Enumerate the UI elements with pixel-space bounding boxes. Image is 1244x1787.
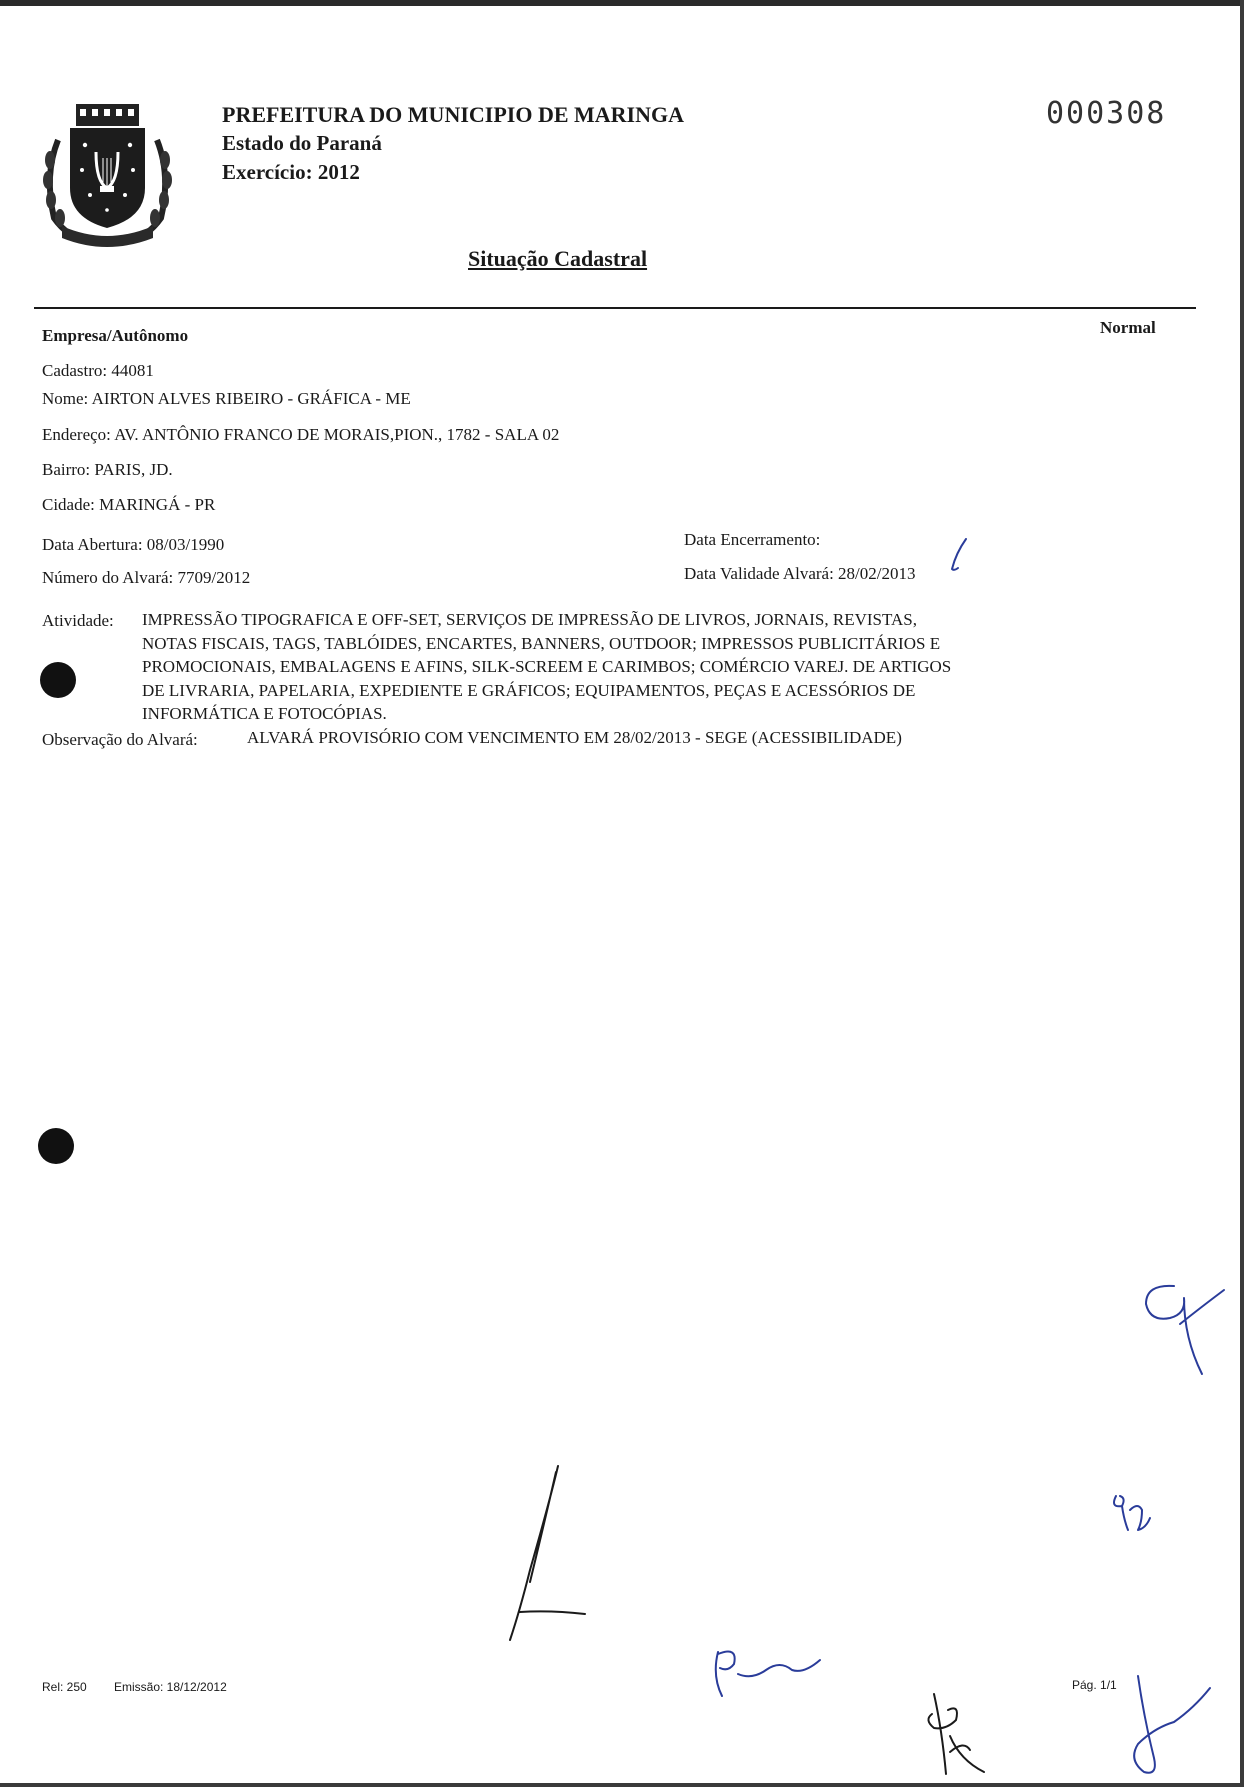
status-badge: Normal: [1100, 318, 1156, 337]
section-title: Situação Cadastral: [468, 246, 648, 271]
atividade-line: DE LIVRARIA, PAPELARIA, EXPEDIENTE E GRÁFICOS; EQUIPAMENTOS, PEÇAS E ACESSÓRIOS DE: [142, 680, 916, 700]
observacao-label: Observação do Alvará:: [42, 730, 198, 749]
initial-mark-icon: [1108, 1488, 1154, 1534]
data-encerramento-field: Data Encerramento:: [684, 530, 821, 549]
atividade-label: Atividade:: [42, 611, 114, 630]
scan-edge-bottom: [0, 1783, 1244, 1787]
emission-date: Emissão: 18/12/2012: [114, 1680, 227, 1694]
cadastro-field: Cadastro: 44081: [42, 361, 154, 380]
header-divider: [34, 307, 1196, 309]
endereco-field: Endereço: AV. ANTÔNIO FRANCO DE MORAIS,PION., 1782 - SALA 02: [42, 425, 560, 444]
nome-field: Nome: AIRTON ALVES RIBEIRO - GRÁFICA - ME: [42, 389, 411, 408]
punch-hole: [40, 662, 76, 698]
header-exercise: Exercício: 2012: [222, 160, 360, 184]
header-state: Estado do Paraná: [222, 131, 382, 155]
initial-mark-icon: [1140, 1278, 1228, 1378]
data-validade-field: Data Validade Alvará: 28/02/2013: [684, 564, 916, 583]
atividade-line: IMPRESSÃO TIPOGRAFICA E OFF-SET, SERVIÇOS DE IMPRESSÃO DE LIVROS, JORNAIS, REVISTAS,: [142, 610, 917, 629]
atividade-line: NOTAS FISCAIS, TAGS, TABLÓIDES, ENCARTES, BANNERS, OUTDOOR; IMPRESSOS PUBLICITÁRIOS E: [142, 633, 941, 653]
observacao-value: ALVARÁ PROVISÓRIO COM VENCIMENTO EM 28/02/2013 - SEGE (ACESSIBILIDADE): [247, 728, 902, 747]
atividade-line: INFORMÁTICA E FOTOCÓPIAS.: [142, 704, 387, 723]
initial-mark-icon: [1124, 1668, 1214, 1783]
cidade-field: Cidade: MARINGÁ - PR: [42, 495, 216, 514]
scan-edge-top: [0, 0, 1244, 6]
atividade-text: [142, 608, 951, 726]
data-abertura-field: Data Abertura: 08/03/1990: [42, 535, 225, 554]
page-number: Pág. 1/1: [1072, 1678, 1117, 1692]
header-block: [222, 100, 684, 187]
company-section-label: Empresa/Autônomo: [42, 326, 189, 345]
header-title: PREFEITURA DO MUNICIPIO DE MARINGA: [222, 102, 685, 127]
initial-mark-icon: [920, 1690, 992, 1780]
initial-mark-icon: [708, 1640, 826, 1700]
check-mark-icon: [944, 535, 974, 575]
punch-hole: [38, 1128, 74, 1164]
bairro-field: Bairro: PARIS, JD.: [42, 460, 173, 479]
signature-mark-icon: [490, 1460, 590, 1645]
scan-edge-right: [1240, 0, 1244, 1787]
report-number: Rel: 250: [42, 1680, 87, 1694]
municipal-crest-icon: [40, 100, 175, 250]
numero-alvara-field: Número do Alvará: 7709/2012: [42, 568, 251, 587]
atividade-line: PROMOCIONAIS, EMBALAGENS E AFINS, SILK-SCREEM E CARIMBOS; COMÉRCIO VAREJ. DE ARTIGOS: [142, 657, 952, 676]
document-number-stamp: 000308: [1046, 96, 1167, 131]
